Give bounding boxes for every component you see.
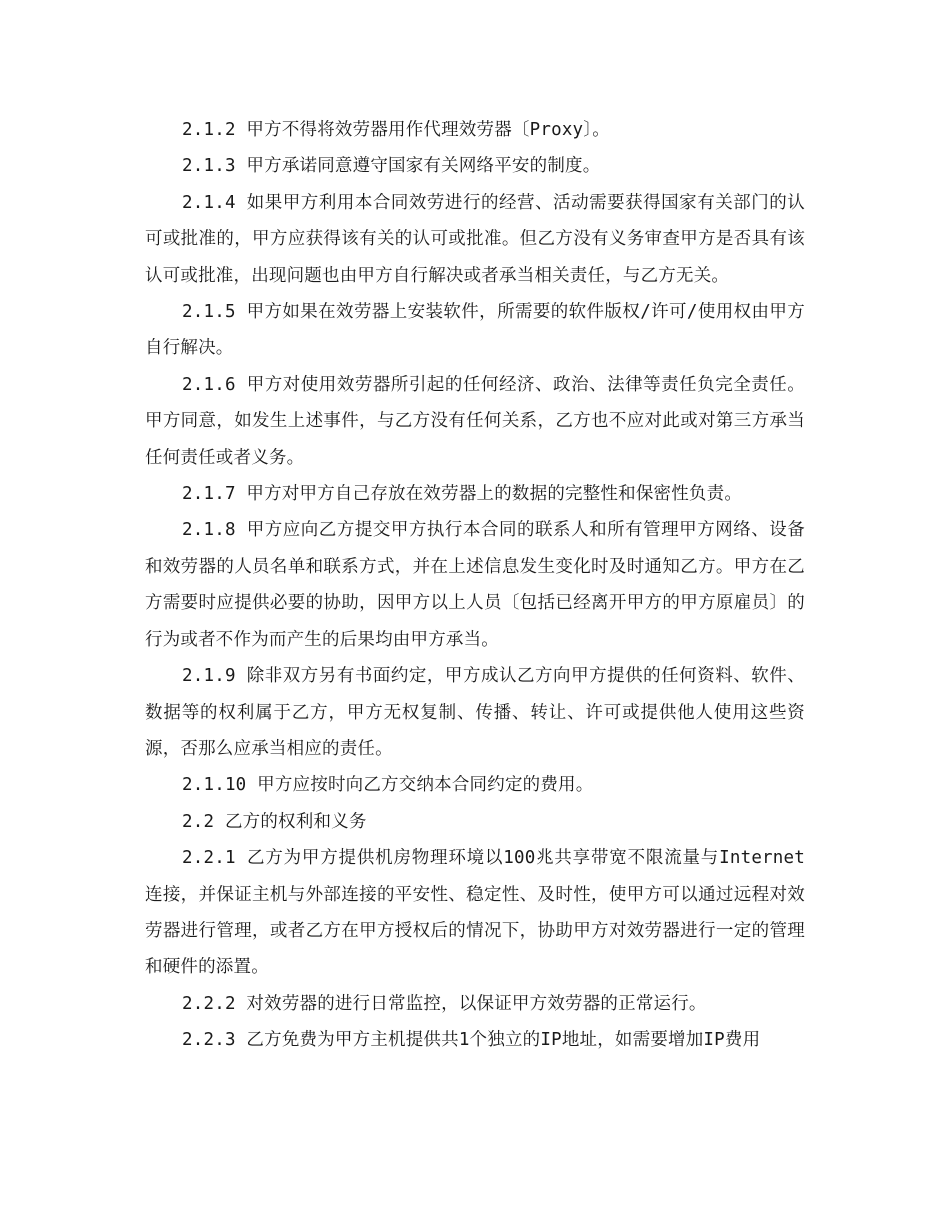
section-heading-2-2: 2.2 乙方的权利和义务 [182,811,367,832]
clause-2-1-3: 2.1.3 甲方承诺同意遵守国家有关网络平安的制度。 [182,156,601,177]
clause-2-2-2: 2.2.2 对效劳器的进行日常监控，以保证甲方效劳器的正常运行。 [182,993,707,1014]
clause-2-1-4: 2.1.4 如果甲方利用本合同效劳进行的经营、活动需要获得国家有关部门的认可或批准的，甲方应获得该有关的认可或批准。但乙方没有义务审查甲方是否具有该认可或批准，出现问题也由甲方自行解决或者承当相关责任，与乙方无关。 [145,192,805,286]
clause-2-1-6: 2.1.6 甲方对使用效劳器所引起的任何经济、政治、法律等责任负完全责任。甲方同意，如发生上述事件，与乙方没有任何关系，乙方也不应对此或对第三方承当任何责任或者义务。 [145,374,805,468]
clause-2-2-1: 2.2.1 乙方为甲方提供机房物理环境以100兆共享带宽不限流量与Internet连接，并保证主机与外部连接的平安性、稳定性、及时性，使甲方可以通过远程对效劳器进行管理，或者乙方在甲方授权后的情况下，协助甲方对效劳器进行一定的管理和硬件的添置。 [145,848,805,978]
clause-2-1-8: 2.1.8 甲方应向乙方提交甲方执行本合同的联系人和所有管理甲方网络、设备和效劳器的人员名单和联系方式，并在上述信息发生变化时及时通知乙方。甲方在乙方需要时应提供必要的协助，因甲方以上人员〔包括已经离开甲方的甲方原雇员〕的行为或者不作为而产生的后果均由甲方承当。 [145,520,805,650]
clause-2-1-2: 2.1.2 甲方不得将效劳器用作代理效劳器〔Proxy〕。 [182,120,610,140]
clause-2-1-10: 2.1.10 甲方应按时向乙方交纳本合同约定的费用。 [182,775,594,796]
clause-2-1-9: 2.1.9 除非双方另有书面约定，甲方成认乙方向甲方提供的任何资料、软件、数据等的权利属于乙方，甲方无权复制、传播、转让、许可或提供他人使用这些资源，否那么应承当相应的责任。 [145,666,805,759]
clause-2-1-5: 2.1.5 甲方如果在效劳器上安装软件，所需要的软件版权/许可/使用权由甲方自行解决。 [145,302,805,359]
clause-2-2-3: 2.2.3 乙方免费为甲方主机提供共1个独立的IP地址，如需要增加IP费用 [182,1030,761,1051]
document-body [145,112,805,1059]
clause-2-1-7: 2.1.7 甲方对甲方自己存放在效劳器上的数据的完整性和保密性负责。 [182,484,743,505]
